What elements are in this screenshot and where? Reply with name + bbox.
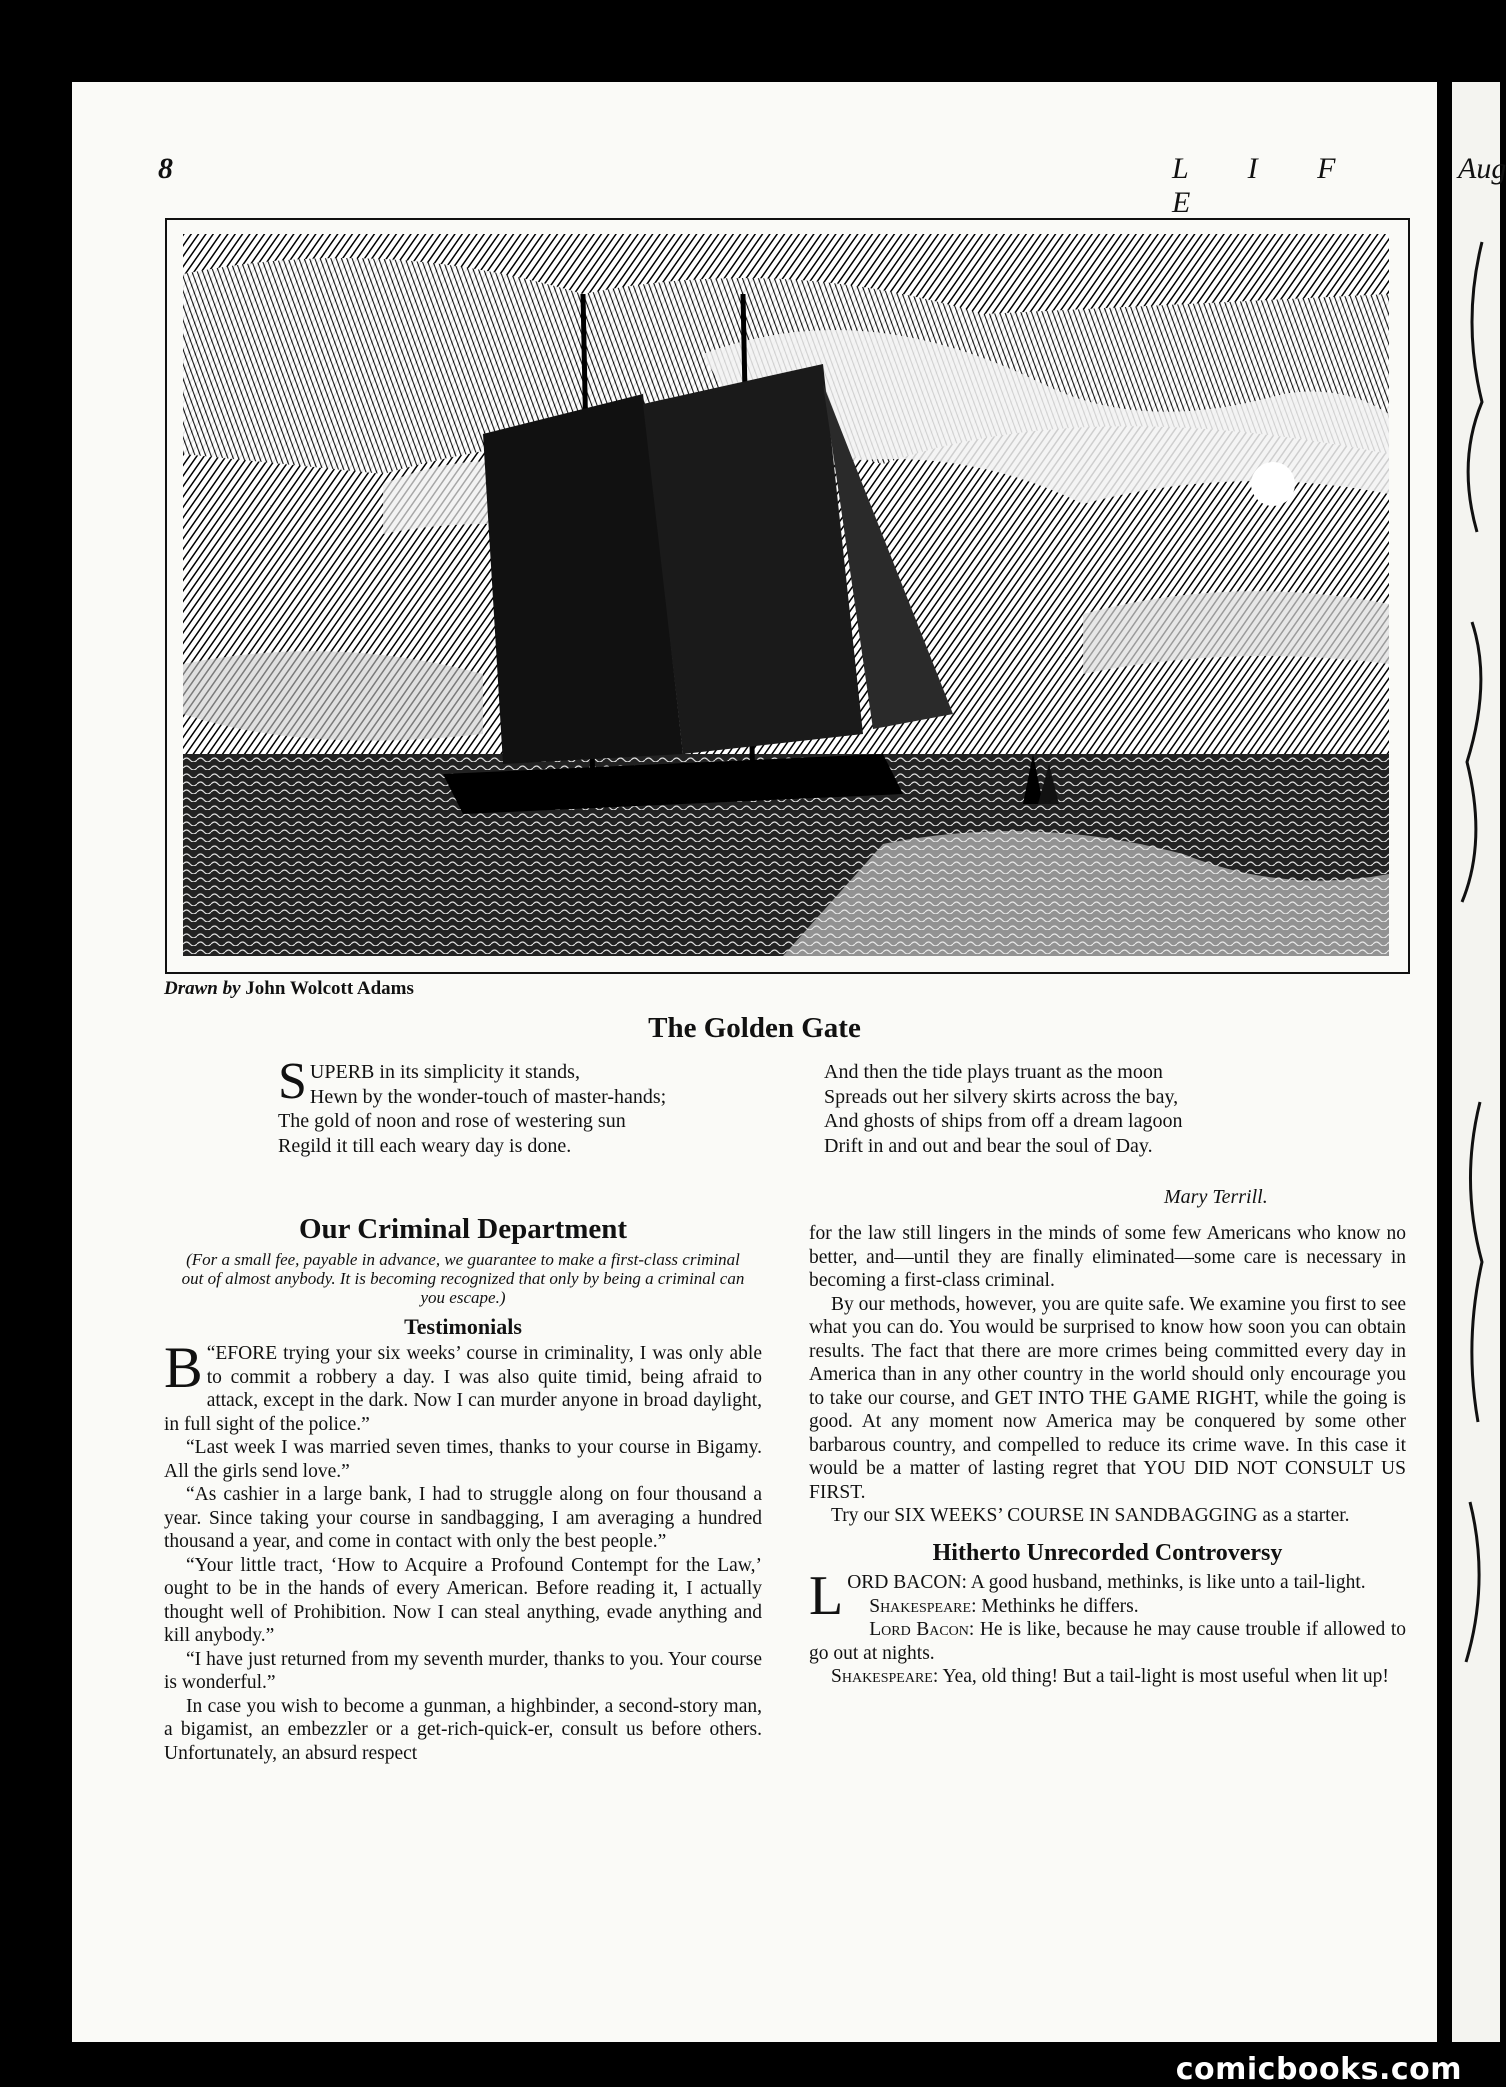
dialogue-line <box>809 1618 1406 1665</box>
dialogue-line <box>809 1595 1406 1619</box>
poem-line: Hewn by the wonder-touch of master-hands; <box>309 1085 667 1108</box>
paragraph: In case you wish to become a gunman, a highbinder, a second-story man, a bigamist, an embezzler or a get-rich-quick-er, consult us before others. Unfortunately, an absurd respect <box>164 1695 762 1764</box>
dialogue-text: A good husband, methinks, is like unto a tail-light. <box>970 1572 1366 1593</box>
dialogue-text: Methinks he differs. <box>981 1595 1139 1617</box>
drop-cap: B <box>164 1335 203 1400</box>
open-quote: “ <box>206 1343 216 1364</box>
poem-drop-cap: S <box>278 1053 307 1110</box>
speaker: Lord Bacon: <box>869 1619 975 1640</box>
paragraph <box>164 1335 762 1436</box>
magazine-title: L I F E <box>1172 152 1362 219</box>
adjacent-page-edge <box>1452 82 1506 2042</box>
illustration-credit <box>164 978 414 1000</box>
poem-line: Regild it till each weary day is done. <box>278 1134 572 1157</box>
adjacent-page-sketch <box>1452 202 1500 1902</box>
criminal-article-left <box>164 1213 762 1765</box>
dialogue-text: He is like, because he may cause trouble if allowed to go out at nights. <box>809 1619 1406 1664</box>
paragraph: for the law still lingers in the minds of some few Americans who know no better, and—until they are finally eliminated—some care is necessary in becoming a first-class criminal. <box>809 1223 1406 1291</box>
poem-line: Spreads out her silvery skirts across the bay, <box>824 1085 1179 1108</box>
poem-stanza-right <box>824 1060 1182 1158</box>
poem-line: UPERB in its simplicity it stands, <box>309 1061 580 1083</box>
page-number: 8 <box>158 152 173 185</box>
dialogue-text: Yea, old thing! But a tail-light is most useful when lit up! <box>942 1666 1389 1687</box>
drop-cap: L <box>809 1565 844 1627</box>
article-intro: (For a small fee, payable in advance, we guarantee to make a first-class criminal out of almost anybody. It is becoming recognized that only by being a criminal can you escape.) <box>181 1249 745 1307</box>
article-title: Our Criminal Department <box>298 1213 628 1245</box>
speaker: ORD BACON: <box>847 1572 967 1593</box>
poem-line: The gold of noon and rose of westering sun <box>278 1110 626 1132</box>
paragraph: “Your little tract, ‘How to Acquire a Profound Contempt for the Law,’ ought to be in the hands of every American. Before reading it, I actually thought well of Prohibition. Now I can steal anything, evade anything and kill anybody.” <box>164 1554 762 1646</box>
speaker: Shakespeare: <box>831 1666 939 1687</box>
poem-line: Drift in and out and bear the soul of Day. <box>824 1134 1153 1157</box>
poem-stanza-left <box>278 1053 667 1158</box>
speaker: Shakespeare: <box>869 1595 977 1617</box>
poem-line: And then the tide plays truant as the moon <box>824 1061 1163 1083</box>
adjacent-page-header: Aug <box>1458 152 1506 185</box>
poem-title: The Golden Gate <box>648 1012 861 1044</box>
paragraph: By our methods, however, you are quite safe. We examine you first to see what you can do. You would be surprised to know how soon you can obtain results. The fact that there are more crimes being committed every day in America than in any other country in the world should only encourage you to take our course, and GET INTO THE GAME RIGHT, while the going is good. At any moment now America may be conquered by some other barbarous country, and compelled to reduce its crime wave. In this case it would be a matter of lasting regret that YOU DID NOT CONSULT US FIRST. <box>809 1293 1406 1503</box>
paragraph-text: EFORE trying your six weeks’ course in criminality, I was only able to commit a robbery a day. I was also quite timid, being afraid to attack, except in the dark. Now I can murder anyone in broad daylight, in full sight of the police.” <box>164 1343 762 1435</box>
credit-name: John Wolcott Adams <box>245 978 414 999</box>
testimonials-heading: Testimonials <box>404 1313 522 1339</box>
magazine-page <box>72 82 1437 2042</box>
paragraph: “As cashier in a large bank, I had to struggle along on four thousand a year. Since taking your course in sandbagging, I am averaging a hundred thousand a year, and come in contact with only the best people.” <box>164 1484 762 1552</box>
criminal-article-right <box>809 1222 1406 1689</box>
controversy-title: Hitherto Unrecorded Controversy <box>932 1539 1283 1566</box>
paragraph: “Last week I was married seven times, thanks to your course in Bigamy. All the girls send love.” <box>164 1437 762 1482</box>
credit-prefix: Drawn by <box>164 978 241 999</box>
ship-illustration <box>183 234 1389 956</box>
poem-author: Mary Terrill. <box>1164 1186 1268 1208</box>
watermark: comicbooks.com <box>1175 2052 1462 2087</box>
paragraph: Try our SIX WEEKS’ COURSE IN SANDBAGGING as a starter. <box>831 1505 1350 1526</box>
paragraph: “I have just returned from my seventh murder, thanks to you. Your course is wonderful.” <box>164 1648 762 1693</box>
poem-line: And ghosts of ships from off a dream lagoon <box>824 1110 1183 1132</box>
dialogue-line <box>809 1665 1406 1689</box>
